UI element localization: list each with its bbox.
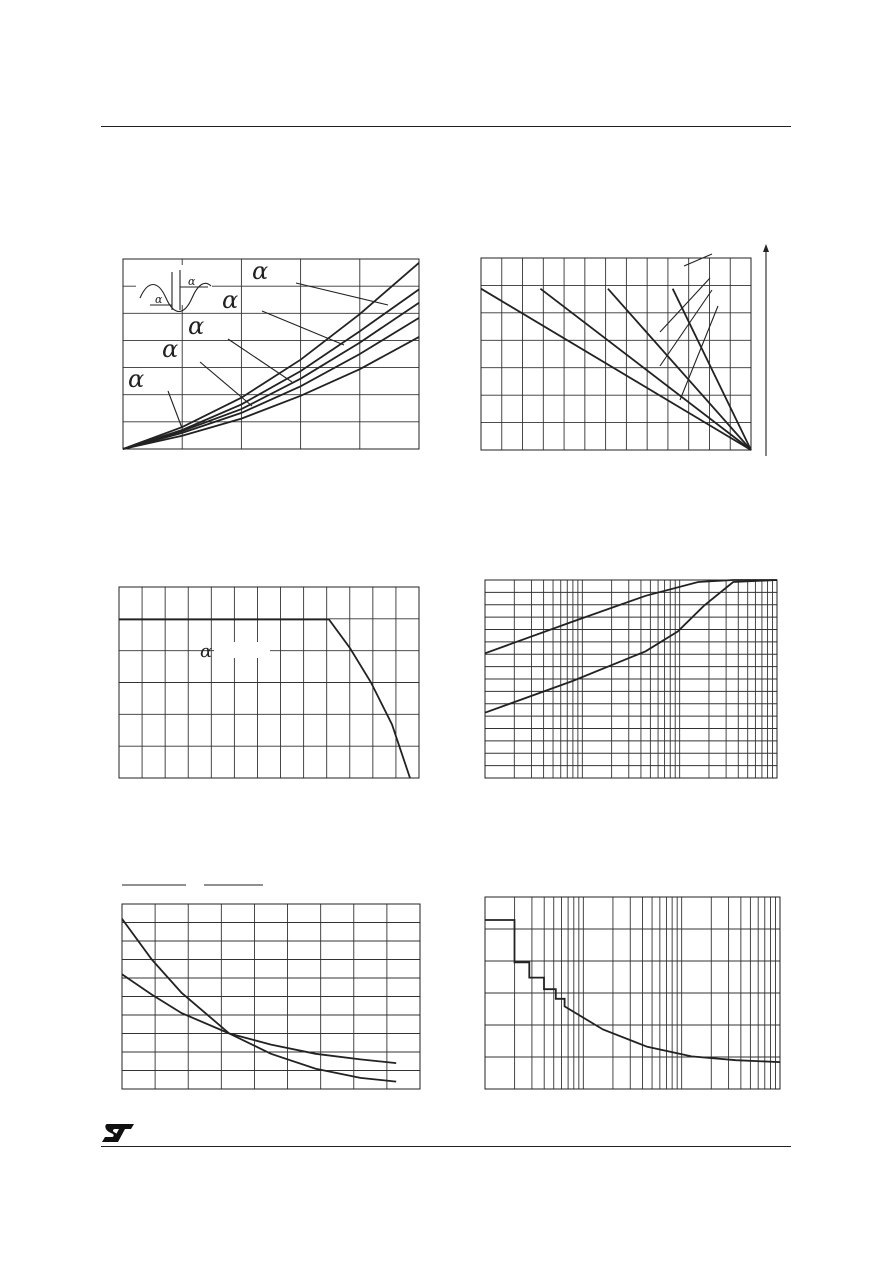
leader-line-4 bbox=[680, 306, 718, 400]
leader-line-3 bbox=[228, 339, 292, 382]
alpha-label: α bbox=[200, 641, 213, 662]
alpha-label-1: α bbox=[252, 257, 269, 285]
leader-line-5 bbox=[168, 391, 182, 428]
alpha-label-3: α bbox=[188, 312, 205, 340]
st-logo-icon bbox=[101, 1122, 135, 1144]
chart-5 bbox=[122, 885, 420, 1089]
chart-2 bbox=[481, 244, 769, 456]
chart-1 bbox=[123, 257, 419, 449]
chart-6 bbox=[485, 897, 780, 1089]
chart-3 bbox=[119, 587, 419, 778]
alpha-label-5: α bbox=[128, 365, 145, 393]
leader-line-1 bbox=[684, 254, 712, 266]
inset-alpha-label-2: α bbox=[188, 275, 196, 288]
alpha-label-4: α bbox=[162, 335, 179, 363]
waveform-inset-icon bbox=[136, 265, 212, 312]
leader-line-4 bbox=[200, 362, 252, 406]
chart6-series-1 bbox=[485, 920, 780, 1062]
chart1-series-3 bbox=[123, 303, 419, 449]
chart2-frame bbox=[481, 258, 751, 450]
alpha-label-2: α bbox=[222, 286, 239, 314]
chart5-series-2 bbox=[122, 974, 396, 1063]
chart5-series-1 bbox=[122, 919, 396, 1082]
chart4-series-2 bbox=[485, 580, 777, 713]
chart-4 bbox=[485, 580, 777, 778]
leader-line-2 bbox=[262, 311, 344, 345]
inset-alpha-label-1: α bbox=[155, 293, 163, 306]
axis-arrow-head bbox=[763, 244, 769, 252]
